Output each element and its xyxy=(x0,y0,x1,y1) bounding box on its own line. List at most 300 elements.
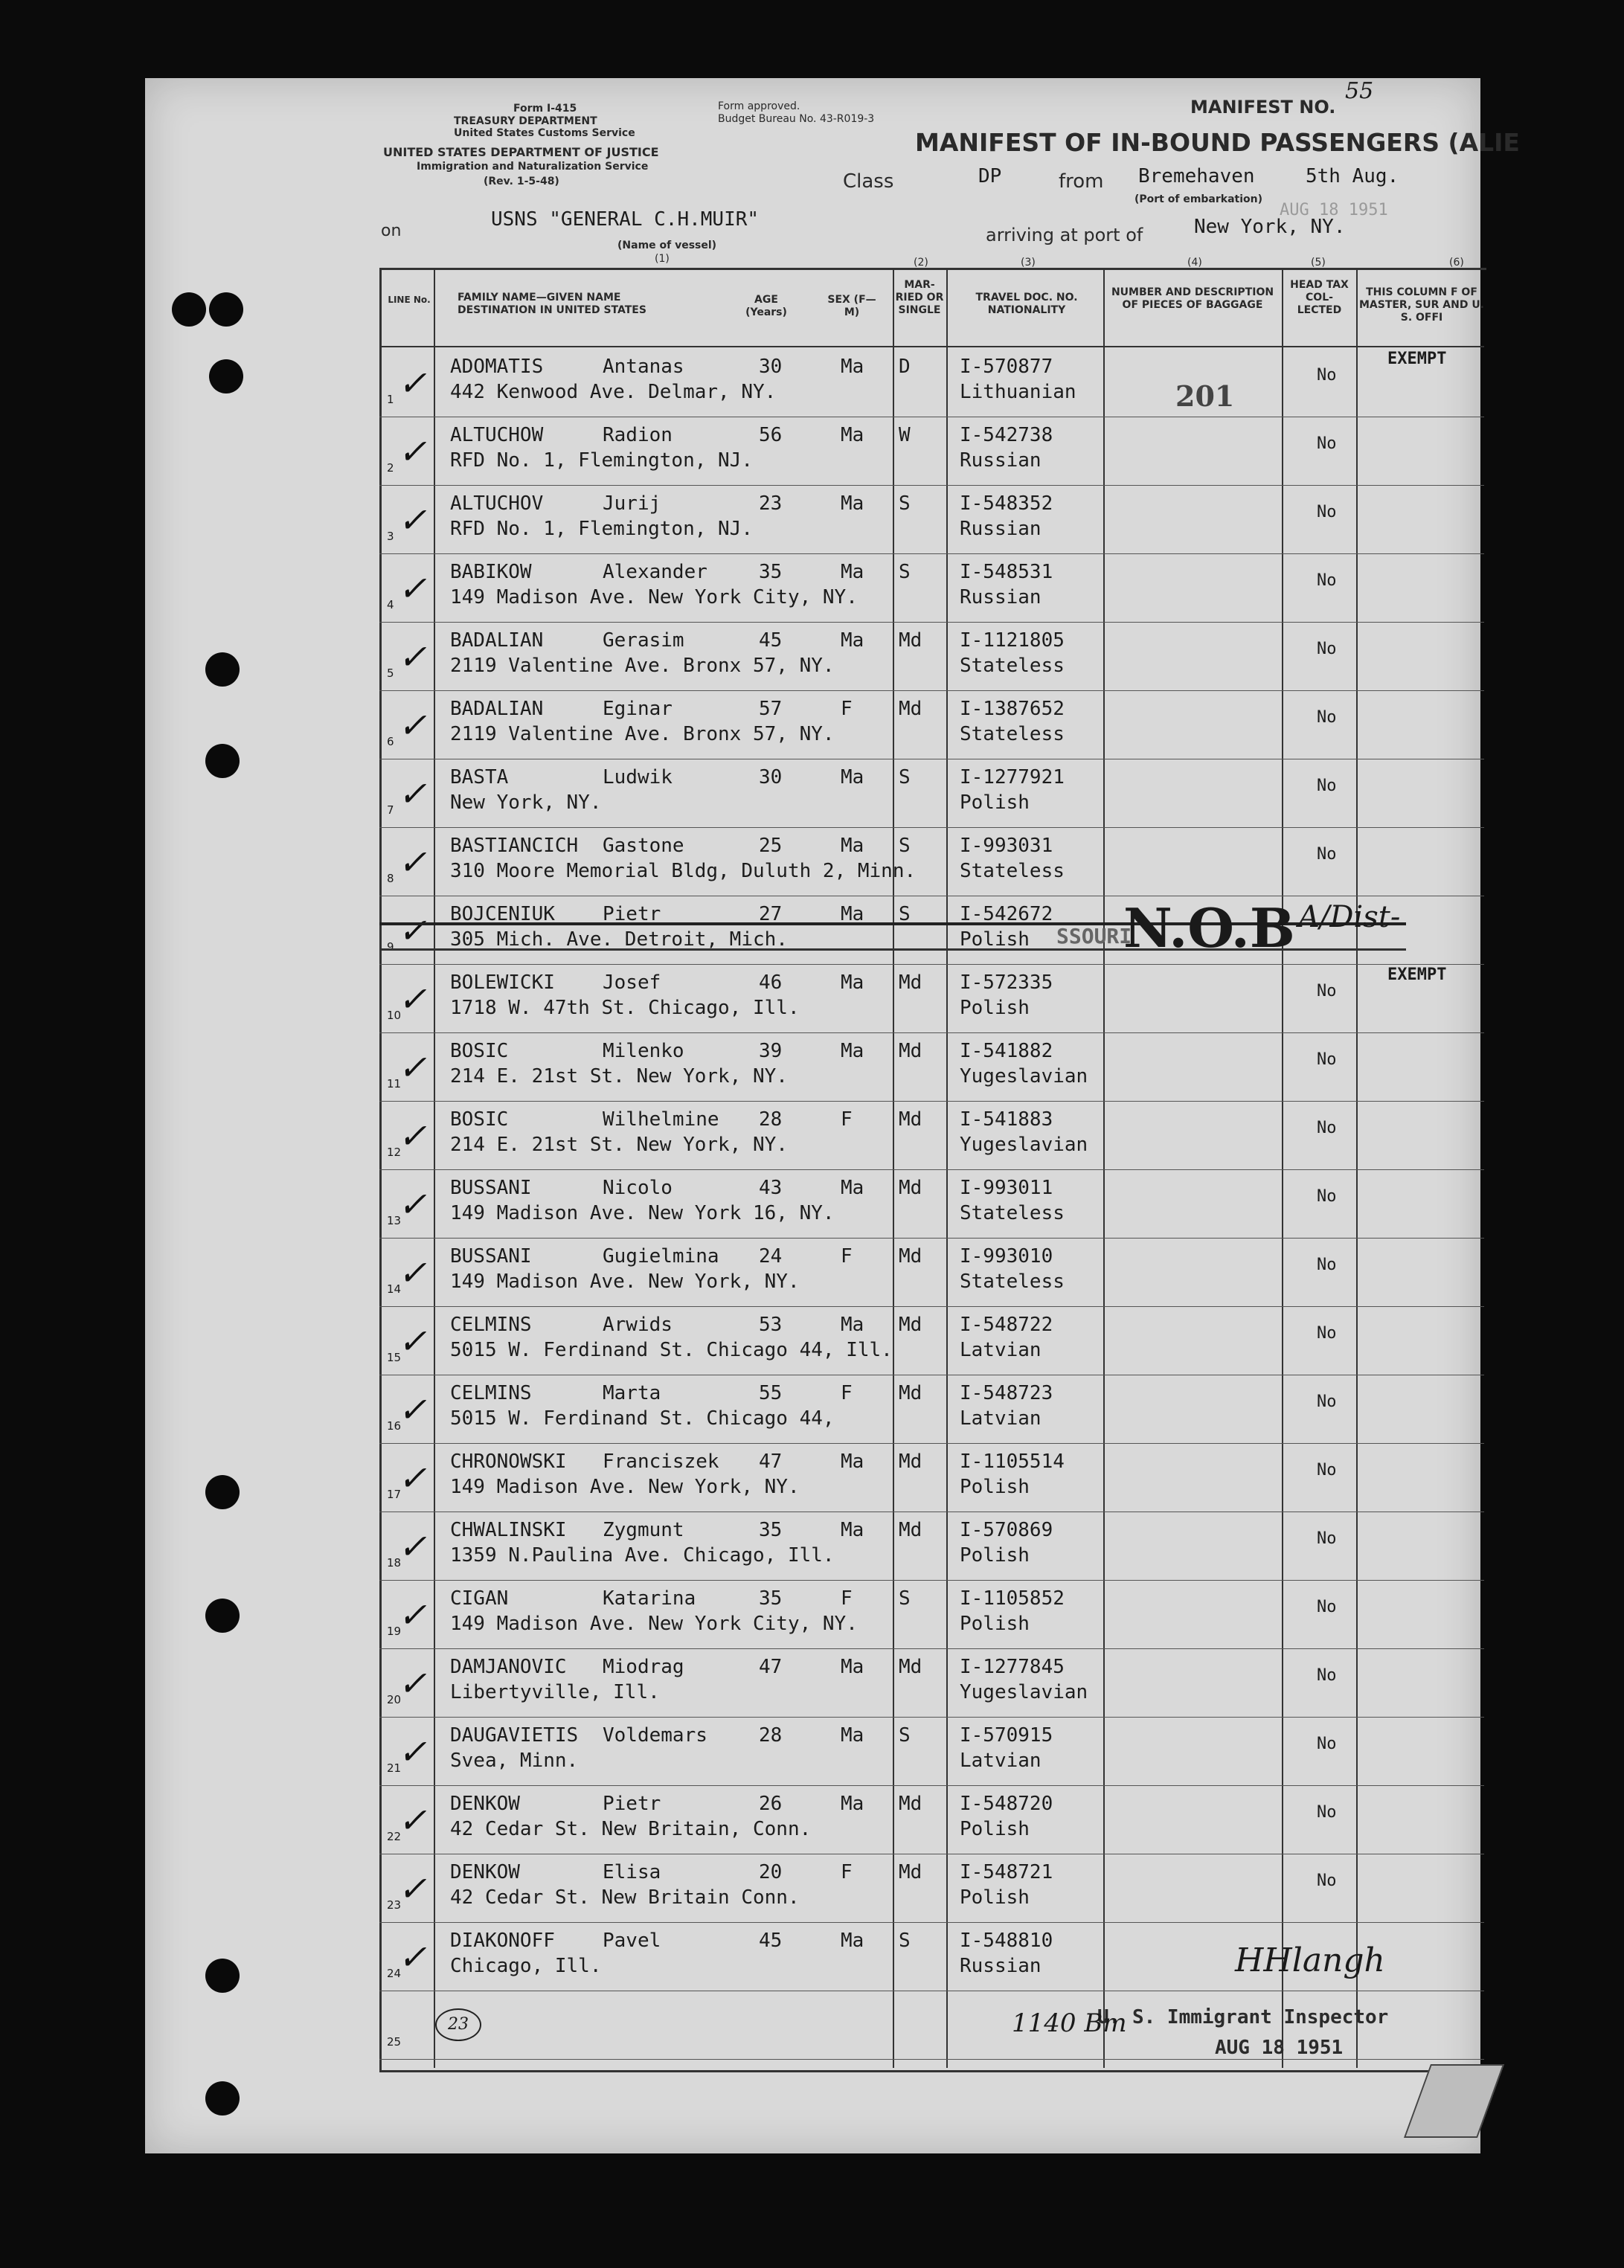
row-given-name: Wilhelmine xyxy=(603,1108,719,1131)
row-travel-doc: I-1105852 xyxy=(960,1587,1065,1610)
row-marital: Md xyxy=(899,1451,922,1473)
row-sex: Ma xyxy=(841,903,864,925)
row-destination: 310 Moore Memorial Bldg, Duluth 2, Minn. xyxy=(450,860,917,882)
col-divider xyxy=(434,268,435,2068)
row-line-number: 17 xyxy=(387,1488,402,1501)
checkmark-icon: ✓ xyxy=(398,1595,427,1635)
row-family-name: ADOMATIS xyxy=(450,356,544,378)
row-line-number: 2 xyxy=(387,461,394,475)
row-age: 35 xyxy=(759,1519,783,1541)
row-destination: 149 Madison Ave. New York 16, NY. xyxy=(450,1202,835,1224)
row-divider xyxy=(379,1717,1484,1718)
header-line-no: LINE No. xyxy=(388,295,431,305)
vessel-label: (Name of vessel) xyxy=(617,240,717,251)
row-marital: S xyxy=(899,492,911,515)
row-sex: Ma xyxy=(841,1724,864,1747)
row-nationality: Polish xyxy=(960,1818,1030,1840)
row-nationality: Polish xyxy=(960,1886,1030,1909)
row-marital: Md xyxy=(899,1245,922,1268)
row-destination: 2119 Valentine Ave. Bronx 57, NY. xyxy=(450,655,835,677)
row-given-name: Radion xyxy=(603,424,673,446)
row-family-name: CHRONOWSKI xyxy=(450,1451,567,1473)
row-nationality: Polish xyxy=(960,1544,1030,1567)
header-baggage: NUMBER AND DESCRIPTION OF PIECES OF BAGGAGE xyxy=(1111,286,1274,311)
row-travel-doc: I-548352 xyxy=(960,492,1053,515)
row-marital: Md xyxy=(899,698,922,720)
row-given-name: Jurij xyxy=(603,492,661,515)
checkmark-icon: ✓ xyxy=(398,637,427,677)
row-destination: Chicago, Ill. xyxy=(450,1955,602,1977)
row-given-name: Arwids xyxy=(603,1314,673,1336)
row-age: 30 xyxy=(759,356,783,378)
row-age: 35 xyxy=(759,561,783,583)
checkmark-icon: ✓ xyxy=(398,431,427,472)
row-given-name: Pietr xyxy=(603,1793,661,1815)
row-given-name: Katarina xyxy=(603,1587,696,1610)
row-divider xyxy=(379,690,1484,691)
class-value: DP xyxy=(978,165,1002,187)
binder-hole xyxy=(209,359,243,393)
row-age: 28 xyxy=(759,1724,783,1747)
col-divider xyxy=(946,268,948,2068)
row-travel-doc: I-548810 xyxy=(960,1930,1053,1952)
row-given-name: Antanas xyxy=(603,356,684,378)
row-travel-doc: I-1121805 xyxy=(960,629,1065,652)
row-sex: F xyxy=(841,1108,853,1131)
checkmark-icon: ✓ xyxy=(398,1116,427,1156)
nob-suffix: A/Dist- xyxy=(1298,900,1401,934)
baggage-count: 201 xyxy=(1175,379,1235,413)
row-age: 47 xyxy=(759,1656,783,1678)
row-age: 27 xyxy=(759,903,783,925)
col-divider xyxy=(1282,268,1283,2068)
checkmark-icon: ✓ xyxy=(398,1047,427,1088)
col-num-1: (1) xyxy=(655,253,670,265)
row-given-name: Gastone xyxy=(603,835,684,857)
row-nationality: Russian xyxy=(960,518,1042,540)
row-sex: F xyxy=(841,698,853,720)
row-travel-doc: I-542672 xyxy=(960,903,1053,925)
date-stamp: AUG 18 1951 xyxy=(1215,2037,1344,2059)
form-rev: (Rev. 1-5-48) xyxy=(484,176,559,187)
budget-bureau: Budget Bureau No. 43-R019-3 xyxy=(718,113,875,125)
on-label: on xyxy=(381,222,402,240)
row-head-tax: No xyxy=(1317,1324,1337,1343)
row-given-name: Zygmunt xyxy=(603,1519,684,1541)
row-travel-doc: I-541883 xyxy=(960,1108,1053,1131)
row-family-name: DIAKONOFF xyxy=(450,1930,555,1952)
col-num-3: (3) xyxy=(1021,257,1036,269)
row-family-name: BOJCENIUK xyxy=(450,903,555,925)
binder-hole xyxy=(205,744,240,778)
row-sex: F xyxy=(841,1382,853,1404)
row-marital: Md xyxy=(899,1861,922,1883)
row-marital: Md xyxy=(899,1793,922,1815)
row-family-name: BABIKOW xyxy=(450,561,532,583)
row-nationality: Stateless xyxy=(960,1270,1065,1293)
row-line-number: 5 xyxy=(387,666,394,680)
row-family-name: DENKOW xyxy=(450,1793,520,1815)
row-travel-doc: I-542738 xyxy=(960,424,1053,446)
checkmark-icon: ✓ xyxy=(398,500,427,540)
row-age: 23 xyxy=(759,492,783,515)
row-head-tax: No xyxy=(1317,366,1337,385)
row-sex: Ma xyxy=(841,1451,864,1473)
row-nationality: Stateless xyxy=(960,723,1065,745)
row-divider xyxy=(379,553,1484,554)
row-sex: Ma xyxy=(841,1656,864,1678)
row-sex: Ma xyxy=(841,629,864,652)
from-value: Bremehaven xyxy=(1138,165,1255,187)
row-travel-doc: I-570877 xyxy=(960,356,1053,378)
row-nationality: Latvian xyxy=(960,1750,1042,1772)
row-travel-doc: I-572335 xyxy=(960,971,1053,994)
row-destination: 1718 W. 47th St. Chicago, Ill. xyxy=(450,997,800,1019)
row-head-tax: No xyxy=(1317,1666,1337,1685)
checkmark-icon: ✓ xyxy=(398,1390,427,1430)
header-travel-doc: TRAVEL DOC. NO. NATIONALITY xyxy=(975,292,1078,316)
binder-hole xyxy=(205,1959,240,1993)
row-marital: Md xyxy=(899,1040,922,1062)
row-travel-doc: I-570869 xyxy=(960,1519,1053,1541)
row-line-number: 6 xyxy=(387,735,394,748)
row-travel-doc: I-1277921 xyxy=(960,766,1065,788)
row-marital: Md xyxy=(899,1382,922,1404)
row-destination: 5015 W. Ferdinand St. Chicago 44, xyxy=(450,1407,835,1430)
row-sex: Ma xyxy=(841,971,864,994)
row-travel-doc: I-548721 xyxy=(960,1861,1053,1883)
row-travel-doc: I-570915 xyxy=(960,1724,1053,1747)
checkmark-icon: ✓ xyxy=(398,979,427,1019)
row-head-tax: No xyxy=(1317,1256,1337,1274)
row-divider xyxy=(379,485,1484,486)
row-age: 45 xyxy=(759,629,783,652)
row-family-name: DAUGAVIETIS xyxy=(450,1724,579,1747)
row-destination: RFD No. 1, Flemington, NJ. xyxy=(450,449,753,472)
row-head-tax: No xyxy=(1317,1872,1337,1890)
row-family-name: DENKOW xyxy=(450,1861,520,1883)
row-age: 35 xyxy=(759,1587,783,1610)
row-head-tax: No xyxy=(1317,640,1337,658)
row-age: 45 xyxy=(759,1930,783,1952)
col-divider xyxy=(1356,268,1358,2068)
form-number: Form I-415 xyxy=(513,103,577,115)
row-head-tax: No xyxy=(1317,571,1337,590)
row-divider xyxy=(379,1101,1484,1102)
row-destination: 5015 W. Ferdinand St. Chicago 44, Ill. xyxy=(450,1339,893,1361)
row-travel-doc: I-548720 xyxy=(960,1793,1053,1815)
row-given-name: Ludwik xyxy=(603,766,673,788)
checkmark-icon: ✓ xyxy=(398,363,427,403)
row-head-tax: No xyxy=(1317,1392,1337,1411)
row-line-number: 14 xyxy=(387,1282,402,1296)
row-destination: 1359 N.Paulina Ave. Chicago, Ill. xyxy=(450,1544,835,1567)
row-nationality: Polish xyxy=(960,791,1030,814)
class-label: Class xyxy=(843,170,894,193)
row-family-name: CIGAN xyxy=(450,1587,509,1610)
checkmark-icon: ✓ xyxy=(398,705,427,745)
row-line-number: 20 xyxy=(387,1693,402,1706)
boarding-stamp-faint: SSOURI xyxy=(1056,924,1132,948)
row-sex: F xyxy=(841,1587,853,1610)
row-travel-doc: I-548723 xyxy=(960,1382,1053,1404)
col-num-5: (5) xyxy=(1311,257,1326,269)
row-marital: S xyxy=(899,766,911,788)
row-marital: Md xyxy=(899,1108,922,1131)
arriving-label: arriving at port of xyxy=(986,225,1143,245)
row-age: 39 xyxy=(759,1040,783,1062)
row-destination: 2119 Valentine Ave. Bronx 57, NY. xyxy=(450,723,835,745)
row-sex: Ma xyxy=(841,492,864,515)
checkmark-icon: ✓ xyxy=(398,1937,427,1977)
col-divider xyxy=(893,268,894,2068)
row-destination: New York, NY. xyxy=(450,791,602,814)
row-family-name: DAMJANOVIC xyxy=(450,1656,567,1678)
nob-annotation: N.O.B xyxy=(1123,896,1295,960)
row-head-tax: No xyxy=(1317,777,1337,795)
row-head-tax: No xyxy=(1317,708,1337,727)
row-divider xyxy=(379,1169,1484,1170)
row-marital: S xyxy=(899,1930,911,1952)
row-line-number: 1 xyxy=(387,393,394,406)
row-divider xyxy=(379,1238,1484,1239)
row-family-name: BOSIC xyxy=(450,1040,509,1062)
row-sex: Ma xyxy=(841,356,864,378)
row-marital: S xyxy=(899,835,911,857)
row-marital: D xyxy=(899,356,911,378)
row-nationality: Yugeslavian xyxy=(960,1681,1088,1703)
row-family-name: BADALIAN xyxy=(450,629,544,652)
checkmark-icon: ✓ xyxy=(398,842,427,882)
row-age: 47 xyxy=(759,1451,783,1473)
from-label: from xyxy=(1059,170,1104,193)
row-destination: RFD No. 1, Flemington, NJ. xyxy=(450,518,753,540)
row-age: 20 xyxy=(759,1861,783,1883)
row-family-name: ALTUCHOV xyxy=(450,492,544,515)
row-given-name: Pavel xyxy=(603,1930,661,1952)
row-sex: F xyxy=(841,1245,853,1268)
row-destination: 214 E. 21st St. New York, NY. xyxy=(450,1065,788,1088)
header-head-tax: HEAD TAX COL- LECTED xyxy=(1290,279,1349,316)
row-age: 43 xyxy=(759,1177,783,1199)
row-line-number: 9 xyxy=(387,940,394,954)
header-name: FAMILY NAME—GIVEN NAME DESTINATION IN UNITED STATES xyxy=(458,292,646,316)
row-family-name: CELMINS xyxy=(450,1314,532,1336)
row-divider xyxy=(379,964,1484,965)
row-line-number: 19 xyxy=(387,1625,402,1638)
treasury-dept: TREASURY DEPARTMENT xyxy=(454,115,597,127)
row-destination: 149 Madison Ave. New York City, NY. xyxy=(450,1613,858,1635)
checkmark-icon: ✓ xyxy=(398,1184,427,1224)
row-family-name: CELMINS xyxy=(450,1382,532,1404)
row-family-name: BASTIANCICH xyxy=(450,835,579,857)
form-approved: Form approved. xyxy=(718,100,800,112)
row-nationality: Stateless xyxy=(960,1202,1065,1224)
row-divider xyxy=(379,1443,1484,1444)
row-given-name: Voldemars xyxy=(603,1724,707,1747)
row-destination: Libertyville, Ill. xyxy=(450,1681,660,1703)
row-head-tax: No xyxy=(1317,982,1337,1000)
row-head-tax: No xyxy=(1317,1529,1337,1548)
row-given-name: Nicolo xyxy=(603,1177,673,1199)
binder-hole xyxy=(209,292,243,327)
row-marital: Md xyxy=(899,971,922,994)
row-nationality: Polish xyxy=(960,1613,1030,1635)
row-divider xyxy=(379,1648,1484,1649)
embark-date: 5th Aug. xyxy=(1306,165,1399,187)
row-nationality: Latvian xyxy=(960,1407,1042,1430)
row-nationality: Stateless xyxy=(960,655,1065,677)
row-divider xyxy=(379,1306,1484,1307)
row-age: 53 xyxy=(759,1314,783,1336)
row-head-tax: No xyxy=(1317,503,1337,521)
row-line-number: 3 xyxy=(387,530,394,543)
row-line-number: 4 xyxy=(387,598,394,611)
total-circled xyxy=(435,2008,481,2041)
row-line-number: 22 xyxy=(387,1830,402,1843)
checkmark-icon: ✓ xyxy=(398,1732,427,1772)
row-nationality: Stateless xyxy=(960,860,1065,882)
checkmark-icon: ✓ xyxy=(398,1253,427,1293)
row-sex: Ma xyxy=(841,561,864,583)
row-line-number: 13 xyxy=(387,1214,402,1227)
row-divider xyxy=(379,1032,1484,1033)
total-circled-text: 23 xyxy=(448,2015,469,2034)
row-nationality: Russian xyxy=(960,1955,1042,1977)
row-destination: 214 E. 21st St. New York, NY. xyxy=(450,1134,788,1156)
row-line-number: 25 xyxy=(387,2035,402,2049)
row-age: 25 xyxy=(759,835,783,857)
row-family-name: BADALIAN xyxy=(450,698,544,720)
row-sex: Ma xyxy=(841,766,864,788)
row-marital: Md xyxy=(899,1519,922,1541)
row-given-name: Marta xyxy=(603,1382,661,1404)
row-divider xyxy=(379,1922,1484,1923)
manifest-no-value: 55 xyxy=(1345,78,1374,104)
row-sex: Ma xyxy=(841,1793,864,1815)
row-travel-doc: I-993011 xyxy=(960,1177,1053,1199)
row-divider xyxy=(379,1785,1484,1786)
header-this-column: THIS COLUMN F OF MASTER, SUR AND U. S. OFFI xyxy=(1358,286,1485,324)
row-family-name: CHWALINSKI xyxy=(450,1519,567,1541)
row-head-tax: No xyxy=(1317,1187,1337,1206)
row-destination: 442 Kenwood Ave. Delmar, NY. xyxy=(450,381,777,403)
row-given-name: Josef xyxy=(603,971,661,994)
row-travel-doc: I-548531 xyxy=(960,561,1053,583)
arriving-port: New York, NY. xyxy=(1194,216,1346,238)
row-sex: Ma xyxy=(841,835,864,857)
row-age: 55 xyxy=(759,1382,783,1404)
header-age: AGE (Years) xyxy=(745,294,787,318)
row-given-name: Pietr xyxy=(603,903,661,925)
row-line-number: 8 xyxy=(387,872,394,885)
row-head-tax: No xyxy=(1317,1598,1337,1616)
row-marital: Md xyxy=(899,1656,922,1678)
row-line-number: 7 xyxy=(387,803,394,817)
col-divider xyxy=(1103,268,1105,2068)
row-divider xyxy=(379,827,1484,828)
row-line-number: 24 xyxy=(387,1967,402,1980)
row-line-number: 10 xyxy=(387,1009,402,1022)
row-given-name: Gugielmina xyxy=(603,1245,719,1268)
binder-hole xyxy=(205,2081,240,2116)
row-marital: S xyxy=(899,1724,911,1747)
row-family-name: BASTA xyxy=(450,766,509,788)
col-num-6: (6) xyxy=(1449,257,1464,269)
row-marital: Md xyxy=(899,1314,922,1336)
port-embark-label: (Port of embarkation) xyxy=(1134,193,1263,205)
binder-hole xyxy=(205,1475,240,1509)
row-head-tax: No xyxy=(1317,845,1337,864)
row-sex: Ma xyxy=(841,424,864,446)
row-given-name: Alexander xyxy=(603,561,707,583)
row-nationality: Russian xyxy=(960,449,1042,472)
row-head-tax: No xyxy=(1317,1461,1337,1480)
row-sex: Ma xyxy=(841,1177,864,1199)
row-head-tax: No xyxy=(1317,1735,1337,1753)
row-nationality: Polish xyxy=(960,928,1030,951)
row-divider xyxy=(379,2059,1484,2060)
row-line-number: 12 xyxy=(387,1146,402,1159)
col-num-4: (4) xyxy=(1187,257,1202,269)
row-nationality: Latvian xyxy=(960,1339,1042,1361)
row-destination: 149 Madison Ave. New York City, NY. xyxy=(450,586,858,608)
row-divider xyxy=(379,1580,1484,1581)
customs-service: United States Customs Service xyxy=(454,127,635,139)
manifest-title: MANIFEST OF IN-BOUND PASSENGERS (ALIE xyxy=(915,128,1520,157)
row-family-name: BOSIC xyxy=(450,1108,509,1131)
row-head-tax: No xyxy=(1317,1119,1337,1137)
row-age: 26 xyxy=(759,1793,783,1815)
row-travel-doc: I-1387652 xyxy=(960,698,1065,720)
row-nationality: Lithuanian xyxy=(960,381,1076,403)
row-destination: 149 Madison Ave. New York, NY. xyxy=(450,1476,800,1498)
binder-hole xyxy=(205,1599,240,1633)
checkmark-icon: ✓ xyxy=(398,1526,427,1567)
row-marital: S xyxy=(899,903,911,925)
row-destination: 149 Madison Ave. New York, NY. xyxy=(450,1270,800,1293)
row-given-name: Eginar xyxy=(603,698,673,720)
row-sex: F xyxy=(841,1861,853,1883)
row-family-name: BUSSANI xyxy=(450,1177,532,1199)
row-age: 46 xyxy=(759,971,783,994)
row-nationality: Polish xyxy=(960,997,1030,1019)
row-given-name: Franciszek xyxy=(603,1451,719,1473)
row-marital: S xyxy=(899,1587,911,1610)
row-age: 56 xyxy=(759,424,783,446)
row-travel-doc: I-541882 xyxy=(960,1040,1053,1062)
row-family-name: BOLEWICKI xyxy=(450,971,555,994)
row-nationality: Polish xyxy=(960,1476,1030,1498)
row-sex: Ma xyxy=(841,1930,864,1952)
row-marital: Md xyxy=(899,629,922,652)
checkmark-icon: ✓ xyxy=(398,1663,427,1703)
checkmark-icon: ✓ xyxy=(398,568,427,608)
row-line-number: 16 xyxy=(387,1419,402,1433)
row-travel-doc: I-1105514 xyxy=(960,1451,1065,1473)
row-destination: Svea, Minn. xyxy=(450,1750,579,1772)
row-given-name: Milenko xyxy=(603,1040,684,1062)
row-line-number: 21 xyxy=(387,1761,402,1775)
row-marital: W xyxy=(899,424,911,446)
binder-hole xyxy=(172,292,206,327)
row-age: 30 xyxy=(759,766,783,788)
row-travel-doc: I-993010 xyxy=(960,1245,1053,1268)
row-age: 24 xyxy=(759,1245,783,1268)
vessel-name: USNS "GENERAL C.H.MUIR" xyxy=(491,208,760,231)
row-nationality: Yugeslavian xyxy=(960,1134,1088,1156)
row-nationality: Yugeslavian xyxy=(960,1065,1088,1088)
